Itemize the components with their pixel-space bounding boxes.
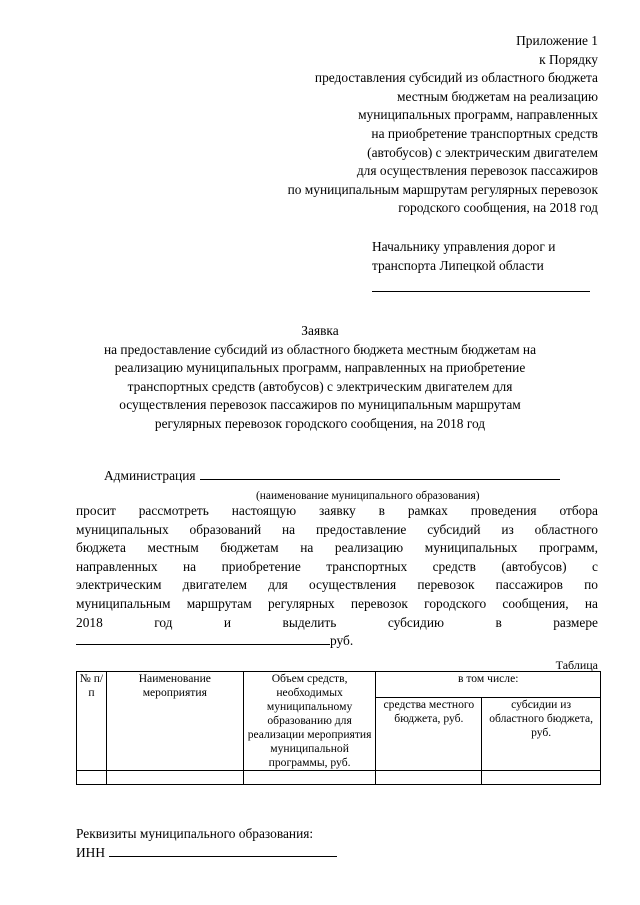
paragraph-line: просит рассмотреть настоящую заявку в рамках проведения отбора	[76, 503, 598, 518]
appendix-line: к Порядку	[539, 51, 598, 67]
title-line: транспортных средств (автобусов) с электрическим двигателем для	[127, 378, 513, 394]
addressee-name-blank[interactable]	[372, 279, 590, 292]
table-header-row	[77, 672, 601, 698]
appendix-line: на приобретение транспортных средств	[371, 125, 598, 141]
municipality-name-blank[interactable]	[200, 467, 560, 480]
admin-label: Администрация	[104, 468, 196, 483]
inn-blank[interactable]	[109, 844, 337, 857]
table-row	[77, 771, 601, 785]
header-including: в том числе:	[376, 672, 601, 698]
header-name: Наименование мероприятия	[106, 672, 243, 771]
table-cell[interactable]	[106, 771, 243, 785]
paragraph-line: 2018 год и выделить субсидию в размере	[76, 614, 598, 630]
header-total: Объем средств, необходимых муниципальному образованию для реализации мероприятия муниципальной программы, руб.	[243, 672, 376, 771]
header-regional-subsidy: субсидии из областного бюджета, руб.	[482, 697, 601, 770]
funding-table	[76, 671, 601, 785]
appendix-line: местным бюджетам на реализацию	[396, 88, 598, 104]
appendix-line: для осуществления перевозок пассажиров	[356, 163, 598, 179]
paragraph-line: муниципальным маршрутам регулярных перевозок городского сообщения, на	[76, 595, 598, 611]
addressee-block	[372, 238, 590, 292]
appendix-line: предоставления субсидий из областного бюджета	[314, 70, 598, 86]
paragraph-line: бюджета местным бюджетам на реализацию муниципальных программ,	[76, 540, 598, 556]
request-paragraph	[76, 502, 598, 651]
currency-label: руб.	[330, 633, 354, 649]
requisites-label: Реквизиты муниципального образования:	[76, 826, 314, 841]
appendix-line: по муниципальным маршрутам регулярных перевозок	[287, 181, 598, 197]
inn-row	[76, 844, 337, 863]
header-num: № п/п	[77, 672, 107, 771]
appendix-line: городского сообщения, на 2018 год	[398, 200, 598, 216]
inn-label: ИНН	[76, 845, 106, 860]
title-line: на предоставление субсидий из областного бюджета местным бюджетам на	[103, 341, 537, 357]
table-cell[interactable]	[482, 771, 601, 785]
subsidy-amount-row	[76, 632, 598, 651]
paragraph-line: муниципальных образований на предоставление субсидий из областного	[76, 521, 598, 537]
document-title	[70, 322, 570, 434]
title-line: регулярных перевозок городского сообщения, на 2018 год	[154, 415, 486, 431]
table-cell[interactable]	[376, 771, 482, 785]
title-heading: Заявка	[301, 323, 339, 338]
header-local-budget: средства местного бюджета, руб.	[376, 697, 482, 770]
subsidy-amount-blank[interactable]	[76, 632, 330, 645]
admin-hint: (наименование муниципального образования)	[256, 490, 480, 502]
paragraph-line: направленных на приобретение транспортных средств (автобусов) с	[76, 558, 598, 574]
appendix-line: Приложение 1	[516, 33, 598, 48]
appendix-line: муниципальных программ, направленных	[358, 107, 598, 123]
appendix-header	[288, 32, 598, 218]
title-line: осуществления перевозок пассажиров по муниципальным маршрутам	[119, 397, 521, 413]
table-cell[interactable]	[243, 771, 376, 785]
table-caption: Таблица	[555, 658, 598, 672]
addressee-line: транспорта Липецкой области	[372, 257, 544, 273]
appendix-line: (автобусов) с электрическим двигателем	[367, 144, 598, 160]
admin-row	[104, 467, 560, 486]
paragraph-line: электрическим двигателем для осуществления перевозок пассажиров по	[76, 577, 598, 593]
addressee-line: Начальнику управления дорог и	[372, 239, 556, 254]
table-cell[interactable]	[77, 771, 107, 785]
title-line: реализацию муниципальных программ, направленных на приобретение	[114, 360, 526, 376]
